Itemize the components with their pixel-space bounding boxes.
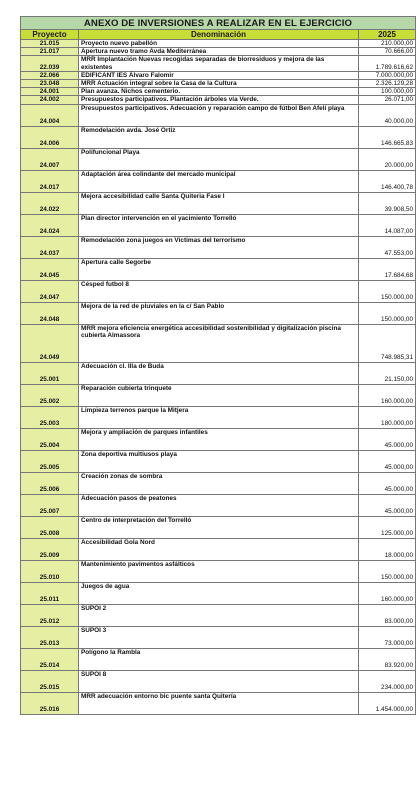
- cell-proyecto: 25.002: [21, 384, 79, 406]
- table-row: [21, 96, 416, 104]
- cell-denominacion: Mejora accesibilidad calle Santa Quiteria Fase I: [79, 192, 359, 214]
- table-row: [21, 48, 416, 56]
- cell-denominacion: Plan avanza. Nichos cementerio.: [79, 88, 359, 96]
- cell-denominacion: Apertura nuevo tramo Avda Mediterránea: [79, 48, 359, 56]
- cell-importe: 45.000,00: [359, 472, 416, 494]
- cell-denominacion: Proyecto nuevo pabellón: [79, 40, 359, 48]
- cell-denominacion: MRR mejora eficiencia energética accesibilidad sostenibilidad y digitalización piscina cubierta Almassora: [79, 324, 359, 362]
- cell-denominacion: Presupuestos participativos. Adecuación y reparación campo de fútbol Ben Afelí playa: [79, 104, 359, 126]
- cell-denominacion: Polifuncional Playa: [79, 148, 359, 170]
- cell-proyecto: 24.024: [21, 214, 79, 236]
- cell-importe: 40.000,00: [359, 104, 416, 126]
- cell-denominacion: MRR adecuación entorno bic puente santa Quitería: [79, 692, 359, 714]
- cell-importe: 26.071,00: [359, 96, 416, 104]
- table-row: [21, 428, 416, 450]
- cell-importe: 83.000,00: [359, 604, 416, 626]
- cell-importe: 150.000,00: [359, 560, 416, 582]
- cell-proyecto: 25.004: [21, 428, 79, 450]
- cell-proyecto: 24.017: [21, 170, 79, 192]
- table-row: [21, 538, 416, 560]
- cell-proyecto: 25.011: [21, 582, 79, 604]
- cell-denominacion: Adecuación pasos de peatones: [79, 494, 359, 516]
- cell-proyecto: 25.013: [21, 626, 79, 648]
- cell-denominacion: Accesibilidad Gola Nord: [79, 538, 359, 560]
- cell-denominacion: MRR Implantación Nuevas recogidas separadas de biorresiduos y mejora de las existentes: [79, 56, 359, 71]
- cell-proyecto: 24.049: [21, 324, 79, 362]
- cell-importe: 125.000,00: [359, 516, 416, 538]
- investment-annex-sheet: [20, 16, 415, 715]
- cell-importe: 180.000,00: [359, 406, 416, 428]
- table-row: [21, 626, 416, 648]
- cell-denominacion: Mantenimiento pavimentos asfálticos: [79, 560, 359, 582]
- cell-importe: 45.000,00: [359, 450, 416, 472]
- table-title: ANEXO DE INVERSIONES A REALIZAR EN EL EJERCICIO: [21, 17, 416, 30]
- cell-importe: 210.000,00: [359, 40, 416, 48]
- cell-importe: 748.985,31: [359, 324, 416, 362]
- table-row: [21, 71, 416, 79]
- cell-denominacion: Centro de interpretación del Torrelló: [79, 516, 359, 538]
- cell-proyecto: 24.007: [21, 148, 79, 170]
- cell-proyecto: 25.015: [21, 670, 79, 692]
- cell-importe: 70.666,00: [359, 48, 416, 56]
- table-row: [21, 692, 416, 714]
- cell-proyecto: 25.001: [21, 362, 79, 384]
- cell-denominacion: Creación zonas de sombra: [79, 472, 359, 494]
- cell-denominacion: MRR Actuación integral sobre la Casa de la Cultura: [79, 80, 359, 88]
- cell-denominacion: Limpieza terrenos parque la Mitjera: [79, 406, 359, 428]
- table-row: [21, 88, 416, 96]
- cell-proyecto: 25.014: [21, 648, 79, 670]
- cell-proyecto: 25.010: [21, 560, 79, 582]
- cell-importe: 45.000,00: [359, 494, 416, 516]
- cell-importe: 2.326.129,28: [359, 80, 416, 88]
- cell-proyecto: 24.045: [21, 258, 79, 280]
- cell-importe: 18.000,00: [359, 538, 416, 560]
- cell-denominacion: SUPOI 2: [79, 604, 359, 626]
- cell-proyecto: 25.005: [21, 450, 79, 472]
- table-row: [21, 56, 416, 71]
- cell-denominacion: Zona deportiva multiusos playa: [79, 450, 359, 472]
- cell-proyecto: 25.012: [21, 604, 79, 626]
- cell-proyecto: 25.006: [21, 472, 79, 494]
- header-denominacion: Denominación: [79, 30, 359, 40]
- table-row: [21, 302, 416, 324]
- cell-importe: 150.000,00: [359, 280, 416, 302]
- header-proyecto: Proyecto: [21, 30, 79, 40]
- cell-proyecto: 21.017: [21, 48, 79, 56]
- cell-importe: 7.000.000,00: [359, 71, 416, 79]
- table-row: [21, 280, 416, 302]
- title-row: [21, 17, 416, 30]
- cell-importe: 14.087,00: [359, 214, 416, 236]
- cell-importe: 39.908,50: [359, 192, 416, 214]
- cell-denominacion: Adaptación área colindante del mercado municipal: [79, 170, 359, 192]
- table-row: [21, 126, 416, 148]
- cell-importe: 150.000,00: [359, 302, 416, 324]
- cell-importe: 47.553,00: [359, 236, 416, 258]
- cell-proyecto: 24.004: [21, 104, 79, 126]
- table-row: [21, 148, 416, 170]
- table-row: [21, 648, 416, 670]
- table-row: [21, 324, 416, 362]
- cell-denominacion: Remodelación avda. José Ortiz: [79, 126, 359, 148]
- table-row: [21, 214, 416, 236]
- cell-proyecto: 25.016: [21, 692, 79, 714]
- investment-table: [20, 16, 416, 715]
- cell-importe: 1.454.000,00: [359, 692, 416, 714]
- cell-importe: 146.665,83: [359, 126, 416, 148]
- cell-proyecto: 25.008: [21, 516, 79, 538]
- cell-proyecto: 24.048: [21, 302, 79, 324]
- table-row: [21, 516, 416, 538]
- cell-importe: 21.150,00: [359, 362, 416, 384]
- cell-denominacion: Mejora y ampliación de parques infantiles: [79, 428, 359, 450]
- cell-proyecto: 24.022: [21, 192, 79, 214]
- cell-denominacion: Juegos de agua: [79, 582, 359, 604]
- cell-importe: 1.789.616,62: [359, 56, 416, 71]
- cell-importe: 146.400,78: [359, 170, 416, 192]
- table-row: [21, 192, 416, 214]
- table-row: [21, 560, 416, 582]
- cell-denominacion: Césped futbol 8: [79, 280, 359, 302]
- table-row: [21, 670, 416, 692]
- cell-denominacion: EDIFICANT IES Álvaro Falomir: [79, 71, 359, 79]
- cell-denominacion: SUPOI 8: [79, 670, 359, 692]
- cell-proyecto: 25.009: [21, 538, 79, 560]
- cell-proyecto: 24.047: [21, 280, 79, 302]
- cell-denominacion: Polígono la Rambla: [79, 648, 359, 670]
- cell-proyecto: 25.007: [21, 494, 79, 516]
- cell-denominacion: Adecuación cl. Illa de Buda: [79, 362, 359, 384]
- cell-denominacion: Reparación cubierta trinquete: [79, 384, 359, 406]
- cell-importe: 17.684,68: [359, 258, 416, 280]
- cell-proyecto: 24.006: [21, 126, 79, 148]
- header-row: [21, 30, 416, 40]
- table-row: [21, 604, 416, 626]
- table-row: [21, 472, 416, 494]
- cell-proyecto: 22.039: [21, 56, 79, 71]
- cell-denominacion: Apertura calle Segorbe: [79, 258, 359, 280]
- table-row: [21, 582, 416, 604]
- cell-importe: 234.000,00: [359, 670, 416, 692]
- table-row: [21, 450, 416, 472]
- cell-proyecto: 23.048: [21, 80, 79, 88]
- cell-importe: 100.000,00: [359, 88, 416, 96]
- table-row: [21, 494, 416, 516]
- table-row: [21, 236, 416, 258]
- header-year: 2025: [359, 30, 416, 40]
- cell-proyecto: 25.003: [21, 406, 79, 428]
- cell-proyecto: 21.015: [21, 40, 79, 48]
- cell-proyecto: 24.037: [21, 236, 79, 258]
- cell-importe: 20.000,00: [359, 148, 416, 170]
- table-row: [21, 40, 416, 48]
- cell-denominacion: Mejora de la red de pluviales en la c/ San Pablo: [79, 302, 359, 324]
- table-row: [21, 258, 416, 280]
- table-row: [21, 80, 416, 88]
- cell-importe: 45.000,00: [359, 428, 416, 450]
- cell-proyecto: 24.001: [21, 88, 79, 96]
- cell-importe: 160.000,00: [359, 582, 416, 604]
- table-row: [21, 384, 416, 406]
- table-row: [21, 406, 416, 428]
- cell-importe: 83.920,00: [359, 648, 416, 670]
- cell-denominacion: Plan director intervención en el yacimiento Torrelló: [79, 214, 359, 236]
- cell-proyecto: 22.066: [21, 71, 79, 79]
- cell-proyecto: 24.002: [21, 96, 79, 104]
- cell-denominacion: Remodelación zona juegos en Víctimas del terrorismo: [79, 236, 359, 258]
- table-row: [21, 362, 416, 384]
- cell-denominacion: Presupuestos participativos. Plantación árboles vía Verde.: [79, 96, 359, 104]
- cell-importe: 160.000,00: [359, 384, 416, 406]
- table-row: [21, 104, 416, 126]
- cell-denominacion: SUPOI 3: [79, 626, 359, 648]
- cell-importe: 73.000,00: [359, 626, 416, 648]
- table-row: [21, 170, 416, 192]
